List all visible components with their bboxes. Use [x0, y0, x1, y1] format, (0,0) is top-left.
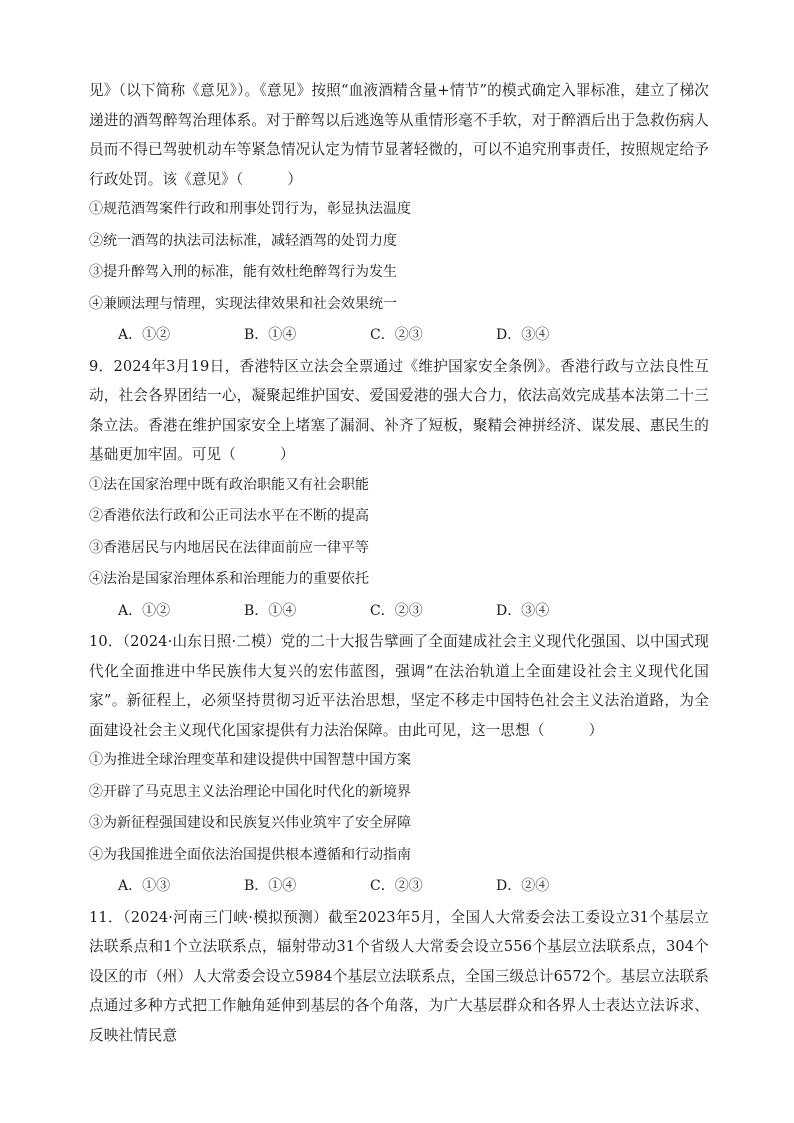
choice-a: A．①②: [118, 602, 171, 619]
question-10-option-1: ①为推进全球治理变革和建设提供中国智慧中国方案: [89, 752, 411, 768]
question-10-choices: [89, 871, 709, 903]
choice-b: B．①④: [244, 602, 297, 619]
choice-a: A．①③: [118, 878, 171, 894]
question-8-stem: 见》（以下简称《意见》）。《意见》按照“血液酒精含量+情节”的模式确定入罪标准，建立了梯次递进的酒驾醉驾治理体系。对于醉驾以后逃逸等从重情形毫不手软，对于醉酒后出于急救伤病人员而不得已驾驶机动车等紧急情况认定为情节显著轻微的，可以不追究刑事责任，按照规定给予行政处罚。该《意见》（ ）: [89, 82, 709, 188]
choice-b: B．①④: [244, 327, 297, 343]
choice-d: D．③④: [496, 327, 550, 343]
question-11: [89, 903, 709, 1051]
choice-c: C．②③: [370, 602, 423, 619]
question-9-option-4: ④法治是国家治理体系和治理能力的重要依托: [89, 571, 369, 587]
question-9-stem: 9．2024年3月19日，香港特区立法会全票通过《维护国家安全条例》。香港行政与立法良性互动，社会各界团结一心，凝聚起维护国安、爱国爱港的强大合力，依法高效完成基本法第二十三条立法。香港在维护国家安全上堵塞了漏洞、补齐了短板，聚精会神拼经济、谋发展、惠民生的基础更加牢固。可见（ ）: [89, 357, 709, 463]
question-10-stem: 10．（2024·山东日照·二模）党的二十大报告擘画了全面建成社会主义现代化强国、以中国式现代化全面推进中华民族伟大复兴的宏伟蓝图，强调“在法治轨道上全面建设社会主义现代化国家”。新征程上，必须坚持贯彻习近平法治思想，坚定不移走中国特色社会主义法治道路，为全面建设社会主义现代化国家提供有力法治保障。由此可见，这一思想（ ）: [89, 633, 709, 739]
question-8-option-4: ④兼顾法理与情理，实现法律效果和社会效果统一: [89, 295, 397, 312]
question-8-option-3: ③提升醉驾入刑的标准，能有效杜绝醉驾行为发生: [89, 264, 397, 280]
question-9: [89, 352, 709, 628]
choice-b: B．①④: [244, 878, 297, 894]
question-8-choices: [89, 320, 709, 352]
question-10-option-2: ②开辟了马克思主义法治理论中国化时代化的新境界: [89, 783, 411, 800]
choice-c: C．②③: [370, 878, 423, 894]
choice-c: C．②③: [370, 327, 423, 343]
question-9-option-2: ②香港依法行政和公正司法水平在不断的提高: [89, 508, 369, 524]
choice-a: A．①②: [118, 327, 171, 343]
document-page: [89, 76, 709, 1050]
question-9-choices: [89, 596, 709, 628]
question-8-option-1: ①规范酒驾案件行政和刑事处罚行为，彰显执法温度: [89, 201, 411, 217]
question-9-option-3: ③香港居民与内地居民在法律面前应一律平等: [89, 539, 369, 556]
choice-d: D．③④: [496, 602, 550, 619]
question-10: [89, 627, 709, 903]
question-10-option-3: ③为新征程强国建设和民族复兴伟业筑牢了安全屏障: [89, 815, 411, 831]
question-10-option-4: ④为我国推进全面依法治国提供根本遵循和行动指南: [89, 846, 411, 863]
choice-d: D．②④: [496, 878, 550, 894]
question-11-stem: 11．（2024·河南三门峡·模拟预测）截至2023年5月，全国人大常委会法工委设立31个基层立法联系点和1个立法联系点，辐射带动31个省级人大常委会设立556个基层立法联系点，304个设区的市（州）人大常委会设立5984个基层立法联系点，全国三级总计6572个。基层立法联系点通过多种方式把工作触角延伸到基层的各个角落，为广大基层群众和各界人士表达立法诉求、反映社情民意: [89, 908, 709, 1044]
question-8-option-2: ②统一酒驾的执法司法标准，减轻酒驾的处罚力度: [89, 232, 397, 249]
question-8: [89, 76, 709, 352]
question-9-option-1: ①法在国家治理中既有政治职能又有社会职能: [89, 476, 369, 493]
